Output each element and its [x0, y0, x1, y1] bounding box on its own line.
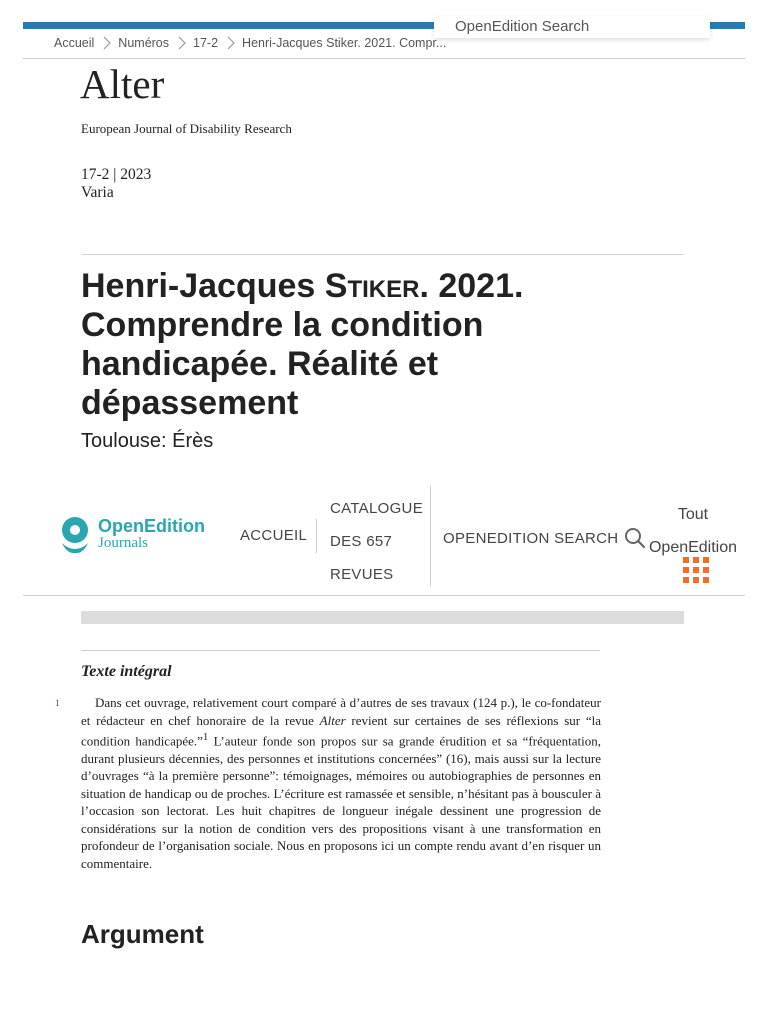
paragraph-number[interactable]: 1	[55, 698, 60, 708]
apps-grid-icon[interactable]	[683, 557, 709, 583]
author-surname: Stiker	[324, 267, 420, 305]
navbar-divider	[23, 595, 745, 596]
chevron-right-icon	[224, 36, 238, 50]
text-divider	[81, 650, 600, 651]
openedition-logo-icon	[57, 516, 93, 554]
full-text-heading: Texte intégral	[81, 663, 172, 680]
breadcrumb-accueil[interactable]: Accueil	[54, 36, 95, 50]
nav-tout-openedition[interactable]: Tout OpenEdition	[648, 506, 738, 556]
nav-openedition-search[interactable]: OPENEDITION SEARCH	[443, 527, 646, 549]
nav-accueil[interactable]: ACCUEIL	[240, 527, 308, 544]
journal-subtitle: European Journal of Disability Research	[81, 121, 292, 136]
breadcrumb-numeros[interactable]: Numéros	[118, 36, 170, 50]
logo-line2: Journals	[98, 535, 148, 551]
toolbar-placeholder	[81, 611, 684, 624]
breadcrumb	[54, 34, 446, 52]
openedition-journals-logo[interactable]	[57, 516, 205, 554]
chevron-right-icon	[100, 36, 114, 50]
title-divider	[81, 254, 684, 255]
openedition-search-tab[interactable]: OpenEdition Search	[434, 16, 710, 38]
breadcrumb-issue[interactable]: 17-2	[193, 36, 219, 50]
nav-divider	[430, 486, 431, 586]
article-title: Henri-Jacques Stiker. 2021. Comprendre la condition handicapée. Réalité et dépassement	[81, 267, 524, 422]
nav-catalogue[interactable]: CATALOGUE DES 657 REVUES	[330, 500, 423, 583]
article-subtitle: Toulouse: Érès	[81, 430, 214, 452]
header-divider	[23, 58, 745, 59]
footnote-link[interactable]: 1	[202, 731, 209, 743]
section-heading-argument: Argument	[81, 919, 204, 949]
journal-title[interactable]: Alter	[80, 61, 165, 107]
section-label: Varia	[81, 184, 114, 201]
breadcrumb-current: Henri-Jacques Stiker. 2021. Compr...	[242, 36, 447, 50]
issue-link[interactable]: 17-2 | 2023	[81, 166, 152, 183]
logo-line1: OpenEdition	[98, 516, 205, 536]
journal-name-italic: Alter	[319, 712, 346, 728]
paragraph-1: Dans cet ouvrage, relativement court comparé à d’autres de ses travaux (124 p.), le co-fondateur et rédacteur en chef honoraire de la revue Alter revient sur certaines de ses réflexions sur “la condition handicapée.”$^1$ L’auteur fonde son propos sur sa grande érudition et sa “fréquentation, durant plusieurs décennies, des personnes et institutions concernées” (16), mais aussi sur la lecture d’ouvrages “à la première personne”: témoignages, mémoires ou autobiographies de personnes en situation de handicap ou de proches. L’écriture est ramassée et sensible, n’hésitant pas à bousculer à l’occasion son lectorat. Les huit chapitres de longueur inégale dessinent une progression de considérations sur la notion de condition vers des propositions visant à une transformation en profondeur de l’organisation sociale. Nous en proposons ici un compte rendu avant d’en risquer un commentaire.	[81, 695, 601, 871]
search-icon	[624, 527, 646, 549]
chevron-right-icon	[175, 36, 189, 50]
nav-divider	[316, 519, 317, 553]
